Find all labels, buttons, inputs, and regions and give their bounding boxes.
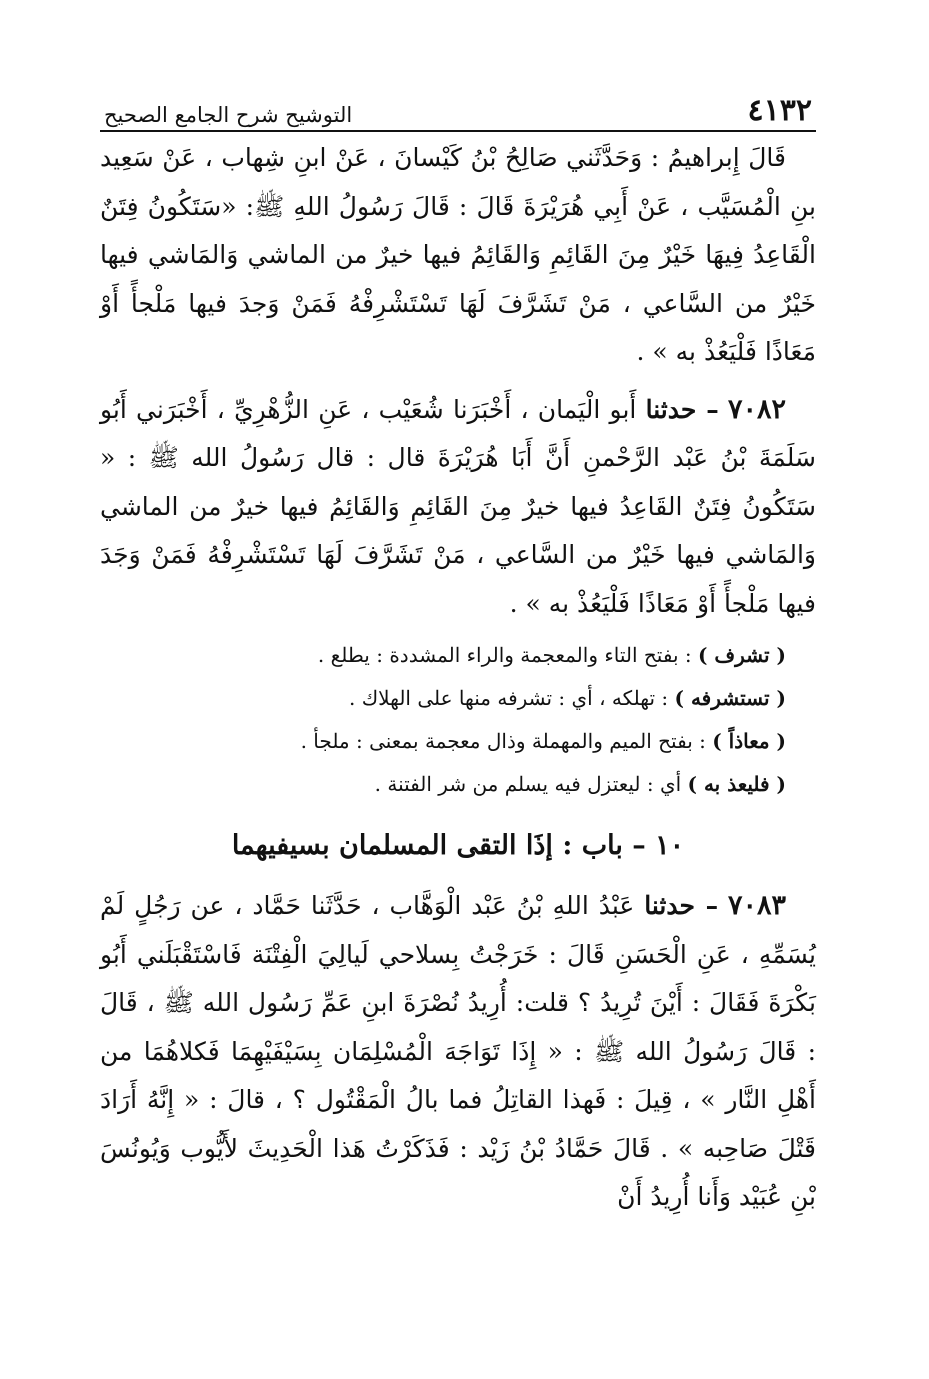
hadith-7082 xyxy=(100,386,816,629)
note-text: : بفتح الميم والمهملة وذال معجمة بمعنى : ملجأ . xyxy=(300,729,713,753)
note-text: : بفتح التاء والمعجمة والراء المشددة : يطلع . xyxy=(317,643,698,667)
chapter-heading: ١٠ – باب : إذَا التقى المسلمان بسيفيهما xyxy=(231,830,685,861)
note-term: ( فليعذ به ) xyxy=(687,772,786,796)
hadith-text: عَبْدُ اللهِ بْنُ عَبْد الْوَهَّاب ، حَدَّثَنا حَمَّاد ، عن رَجُلٍ لَمْ يُسَمِّهِ ، عَنِ الْحَسَنِ قَالَ : خَرَجْتُ بِسلاحي لَيالِيَ الْفِتْنَة فَاسْتَقْبَلَني أَبُو بَكْرَةَ فَقَالَ : أَيْنَ تُرِيدُ ؟ قلت: أُرِيدُ نُصْرَةَ ابنِ عَمِّ رَسُول الله ﷺ ، قَالَ : قَالَ رَسُولُ الله ﷺ : « إِذَا تَوَاجَهَ الْمُسْلِمَان بِسَيْفَيْهِمَا فَكلاهُمَا من أَهْلِ النَّار » ، قِيلَ : فَهذا القاتِلُ فما بالُ الْمَقْتُول ؟ ، قالَ : « إِنَّهُ أَرَادَ قَتْلَ صَاحِبه » . قَالَ حَمَّادُ بْنُ زَيْد : فَذَكَرْتُ هَذا الْحَدِيثَ لأَيُّوب وَيُونُسَ بْنِ عُبَيْد وَأَنا أُرِيدُ أَنْ xyxy=(100,891,816,1211)
running-header xyxy=(100,86,816,132)
hadith-number: ٧٠٨٣ xyxy=(727,890,786,921)
hadith-7083 xyxy=(100,882,816,1222)
hadith-text: أَبو الْيَمان ، أَخْبَرَنا شُعَيْب ، عَنِ الزُّهْرِيِّ ، أَخْبَرَني أَبُو سَلَمَةَ بْنُ عَبْد الرَّحْمنِ أَنَّ أَبَا هُرَيْرَةَ قال : قال رَسُولُ الله ﷺ : « سَتَكُونُ فِتَنٌ القَاعِدُ فيها خيرٌ مِنَ القَائِمِ وَالقَائِمُ فيها خيرٌ من الماشي وَالمَاشي فيها خَيْرٌ من السَّاعي ، مَنْ تَشَرَّفَ لَهَا تَسْتَشْرِفْهُ فَمَنْ وَجَدَ فيها مَلْجأً أَوْ مَعَاذًا فَلْيَعُذْ به » . xyxy=(100,394,816,618)
book-page xyxy=(100,86,816,1222)
explanatory-notes xyxy=(100,634,816,806)
note-text: أي : ليعتزل فيه يسلم من شر الفتنة . xyxy=(374,772,688,796)
hadith-number: ٧٠٨٢ xyxy=(727,393,786,425)
note-term: ( معاذاً ) xyxy=(712,729,786,753)
note-term: ( تشرف ) xyxy=(697,643,786,667)
paragraph-ibrahim-chain: قَالَ إِبراهيمُ : وَحَدَّثَني صَالِحُ بْنُ كَيْسانَ ، عَنْ ابنِ شِهاب ، عَنْ سَعِيد بنِ الْمُسَيَّب ، عَنْ أَبِي هُرَيْرَةَ قَالَ : قَالَ رَسُولُ اللهِ ﷺ: «سَتَكُونُ فِتَنٌ الْقَاعِدُ فِيهَا خَيْرٌ مِنَ القَائِمِ وَالقَائِمُ فيها خيرٌ من الماشي وَالمَاشي فيها خَيْرٌ من السَّاعي ، مَنْ تَشَرَّفَ لَهَا تَسْتَشْرِفْهُ فَمَنْ وَجدَ فيها مَلْجأً أَوْ مَعَاذًا فَلْيَعُذْ به » . xyxy=(100,143,816,366)
book-title: التوشيح شرح الجامع الصحيح xyxy=(104,103,353,127)
note-item xyxy=(100,677,786,720)
note-item xyxy=(100,720,786,763)
note-item xyxy=(100,763,786,806)
note-term: ( تستشرفه ) xyxy=(674,686,786,710)
note-item xyxy=(100,634,786,677)
note-text: : تهلكه ، أي : تشرفه منها على الهلاك . xyxy=(348,686,675,710)
hadith-lead: – حدثنا xyxy=(644,891,719,920)
page-number: ٤١٣٢ xyxy=(747,93,812,128)
hadith-lead: – حدثنا xyxy=(645,394,719,424)
